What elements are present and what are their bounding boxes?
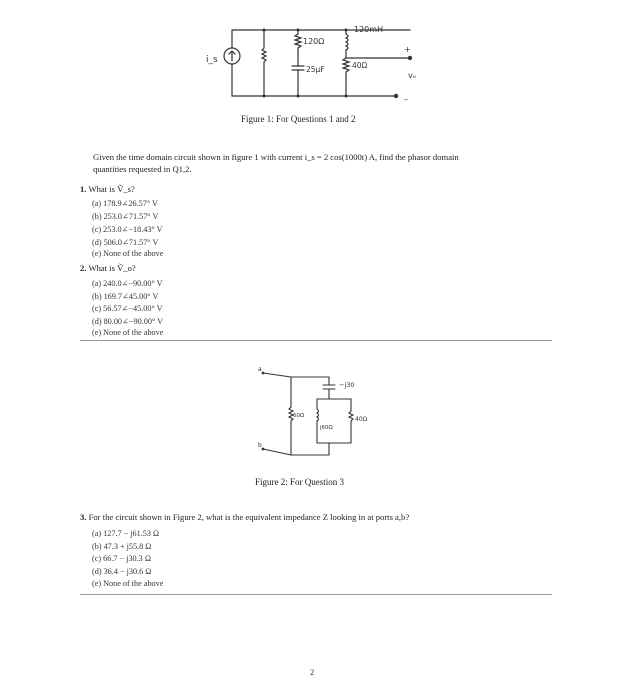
question-2-option-c[interactable]: (c) 56.57∠−45.00° V <box>92 304 163 313</box>
question-1-option-c[interactable]: (c) 253.0∠−18.43° V <box>92 225 163 234</box>
figure-2-circuit <box>255 365 385 475</box>
question-1-option-e[interactable]: (e) None of the above <box>92 249 164 258</box>
question-1-number: 1. <box>80 184 87 194</box>
fig1-label-source: i_s <box>206 55 218 65</box>
question-2-option-d[interactable]: (d) 80.00∠−90.00° V <box>92 317 164 326</box>
fig2-label-capacitor: −j30 <box>339 381 355 389</box>
page-number: 2 <box>310 667 315 677</box>
fig2-label-resistor1: 60Ω <box>293 413 305 419</box>
question-1-option-a[interactable]: (a) 178.9∠26.57° V <box>92 199 158 208</box>
question-2 <box>80 263 136 273</box>
intro-line-2: quantities requested in Q1,2. <box>93 164 192 174</box>
question-2-option-e[interactable]: (e) None of the above <box>92 328 164 337</box>
question-3-option-b[interactable]: (b) 47.3 + j55.8 Ω <box>92 542 152 551</box>
question-3-option-d[interactable]: (d) 36.4 − j30.6 Ω <box>92 567 152 576</box>
question-1-option-b[interactable]: (b) 253.0∠71.57° V <box>92 212 159 221</box>
figure-1-caption: Figure 1: For Questions 1 and 2 <box>241 114 356 124</box>
fig1-label-vo: vₒ <box>408 71 417 80</box>
question-1-text: What is Ṽ_s? <box>88 184 135 194</box>
fig2-label-port-a: a <box>258 366 262 373</box>
section-divider-2 <box>80 594 552 595</box>
figure-1-circuit <box>198 18 430 108</box>
question-2-number: 2. <box>80 263 87 273</box>
fig2-label-inductor: j60Ω <box>320 425 333 431</box>
circuit-diagram-1 <box>198 18 430 108</box>
question-3 <box>80 512 409 522</box>
figure-2-caption: Figure 2: For Question 3 <box>255 477 344 487</box>
fig1-label-inductor: 120mH <box>354 25 384 34</box>
fig1-label-minus: – <box>404 95 408 104</box>
question-1 <box>80 184 135 194</box>
question-3-option-c[interactable]: (c) 66.7 − j30.3 Ω <box>92 554 151 563</box>
question-2-option-a[interactable]: (a) 240.0∠−90.00° V <box>92 279 163 288</box>
fig1-label-resistor1: 120Ω <box>303 37 325 46</box>
question-3-option-e[interactable]: (e) None of the above <box>92 579 164 588</box>
fig1-label-capacitor: 25μF <box>306 65 325 74</box>
question-2-option-b[interactable]: (b) 169.7∠45.00° V <box>92 292 159 301</box>
question-1-option-d[interactable]: (d) 506.0∠71.57° V <box>92 238 159 247</box>
circuit-diagram-2 <box>255 365 385 475</box>
fig2-label-port-b: b <box>258 442 262 449</box>
question-2-text: What is Ṽ_o? <box>88 263 136 273</box>
fig1-label-resistor2: 40Ω <box>352 61 368 70</box>
fig2-label-resistor2: 40Ω <box>355 416 368 423</box>
question-3-text: For the circuit shown in Figure 2, what is the equivalent impedance Z looking in at ports a,b? <box>88 512 410 522</box>
fig1-label-plus: + <box>404 45 411 54</box>
section-divider-1 <box>80 340 552 341</box>
intro-line-1: Given the time domain circuit shown in figure 1 with current i_s = 2 cos(1000t) A, find the phasor domain <box>93 152 459 162</box>
question-3-option-a[interactable]: (a) 127.7 − j61.53 Ω <box>92 529 160 538</box>
intro-paragraph <box>93 151 563 175</box>
question-3-number: 3. <box>80 512 87 522</box>
